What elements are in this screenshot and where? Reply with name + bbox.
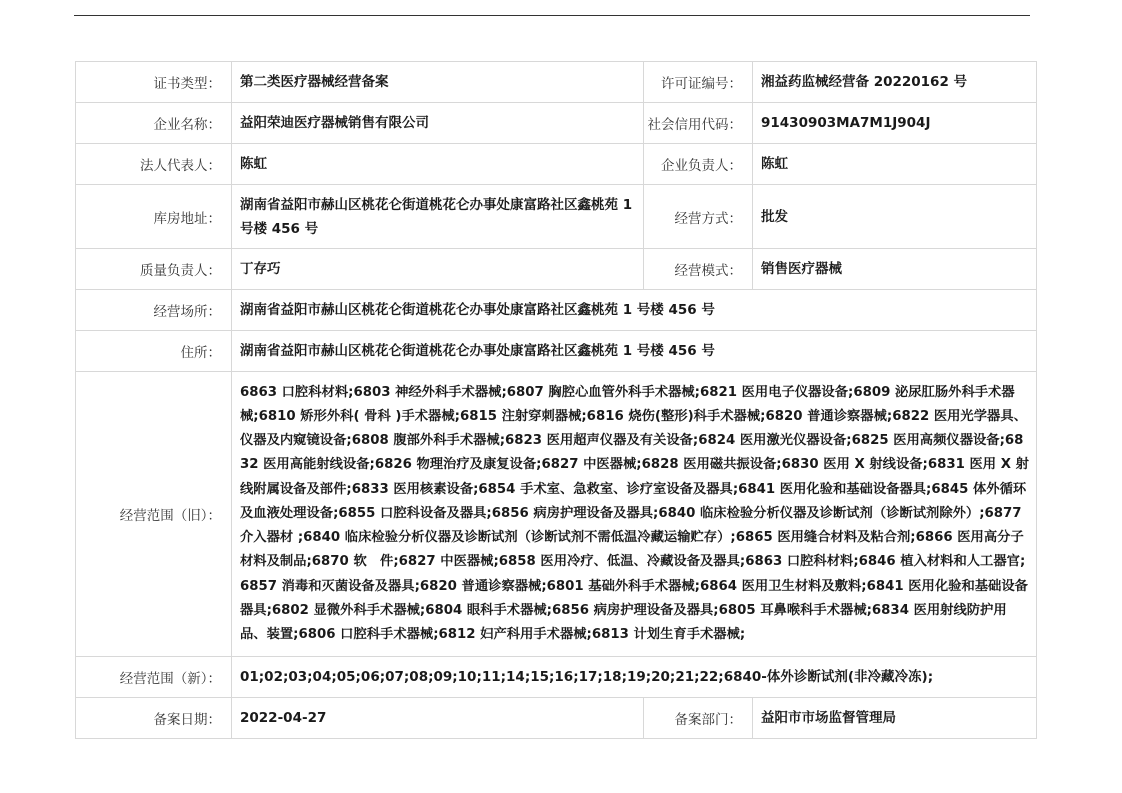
cert-type-label: 证书类型： (76, 62, 232, 103)
credit-code-value: 91430903MA7M1J904J (753, 103, 1037, 144)
scope-old-label: 经营范围（旧）： (76, 372, 232, 657)
company-head-value: 陈虹 (753, 144, 1037, 185)
license-no-label: 许可证编号： (644, 62, 753, 103)
quality-head-label: 质量负责人： (76, 249, 232, 290)
warehouse-label: 库房地址： (76, 185, 232, 249)
filing-date-label: 备案日期： (76, 698, 232, 739)
row-warehouse (76, 185, 1037, 249)
scope-old-value: 6863 口腔科材料;6803 神经外科手术器械;6807 胸腔心血管外科手术器械;6821 医用电子仪器设备;6809 泌尿肛肠外科手术器械;6810 矫形外科( 骨科 )手术器械;6815 注射穿刺器械;6816 烧伤(整形)科手术器械;6820 普通诊察器械;6822 医用光学器具、仪器及内窥镜设备;6808 腹部外科手术器械;6823 医用超声仪器及有关设备;6824 医用激光仪器设备;6825 医用高频仪器设备;6832 医用高能射线设备;6826 物理治疗及康复设备;6827 中医器械;6828 医用磁共振设备;6830 医用 X 射线设备;6831 医用 X 射线附属设备及部件;6833 医用核素设备;6854 手术室、急救室、诊疗室设备及器具;6841 医用化验和基础设备器具;6845 体外循环及血液处理设备;6855 口腔科设备及器具;6856 病房护理设备及器具;6840 临床检验分析仪器及诊断试剂（诊断试剂除外）;6877 介入器材 ;6840 临床检验分析仪器及诊断试剂（诊断试剂不需低温冷藏运输贮存）;6865 医用缝合材料及粘合剂;6866 医用高分子材料及制品;6870 软 件;6827 中医器械;6858 医用冷疗、低温、冷藏设备及器具;6863 口腔科材料;6846 植入材料和人工器官;6857 消毒和灭菌设备及器具;6820 普通诊察器械;6801 基础外科手术器械;6864 医用卫生材料及敷料;6841 医用化验和基础设备器具;6802 显微外科手术器械;6804 眼科手术器械;6856 病房护理设备及器具;6805 耳鼻喉科手术器械;6834 医用射线防护用品、装置;6806 口腔科手术器械;6812 妇产科用手术器械;6813 计划生育手术器械; (232, 372, 1037, 657)
scope-new-value: 01;02;03;04;05;06;07;08;09;10;11;14;15;16;17;18;19;20;21;22;6840-体外诊断试剂(非冷藏冷冻); (232, 657, 1037, 698)
row-quality-head (76, 249, 1037, 290)
residence-label: 住所： (76, 331, 232, 372)
row-filing-date (76, 698, 1037, 739)
filing-record-table (75, 61, 1037, 739)
top-divider (74, 15, 1030, 16)
business-mode-value: 销售医疗器械 (753, 249, 1037, 290)
row-cert-type (76, 62, 1037, 103)
premises-label: 经营场所： (76, 290, 232, 331)
row-residence (76, 331, 1037, 372)
premises-value: 湖南省益阳市赫山区桃花仑街道桃花仑办事处康富路社区鑫桃苑 1 号楼 456 号 (232, 290, 1037, 331)
legal-rep-label: 法人代表人： (76, 144, 232, 185)
company-name-label: 企业名称： (76, 103, 232, 144)
row-legal-rep (76, 144, 1037, 185)
cert-type-value: 第二类医疗器械经营备案 (232, 62, 644, 103)
license-no-value: 湘益药监械经营备 20220162 号 (753, 62, 1037, 103)
row-company-name (76, 103, 1037, 144)
filing-dept-label: 备案部门： (644, 698, 753, 739)
company-head-label: 企业负责人： (644, 144, 753, 185)
row-scope-new (76, 657, 1037, 698)
filing-date-value: 2022-04-27 (232, 698, 644, 739)
credit-code-label: 社会信用代码： (644, 103, 753, 144)
residence-value: 湖南省益阳市赫山区桃花仑街道桃花仑办事处康富路社区鑫桃苑 1 号楼 456 号 (232, 331, 1037, 372)
row-scope-old (76, 372, 1037, 657)
quality-head-value: 丁存巧 (232, 249, 644, 290)
row-premises (76, 290, 1037, 331)
warehouse-value: 湖南省益阳市赫山区桃花仑街道桃花仑办事处康富路社区鑫桃苑 1 号楼 456 号 (232, 185, 644, 249)
filing-dept-value: 益阳市市场监督管理局 (753, 698, 1037, 739)
company-name-value: 益阳荣迪医疗器械销售有限公司 (232, 103, 644, 144)
business-mode-label: 经营模式： (644, 249, 753, 290)
scope-new-label: 经营范围（新）： (76, 657, 232, 698)
business-method-label: 经营方式： (644, 185, 753, 249)
business-method-value: 批发 (753, 185, 1037, 249)
legal-rep-value: 陈虹 (232, 144, 644, 185)
